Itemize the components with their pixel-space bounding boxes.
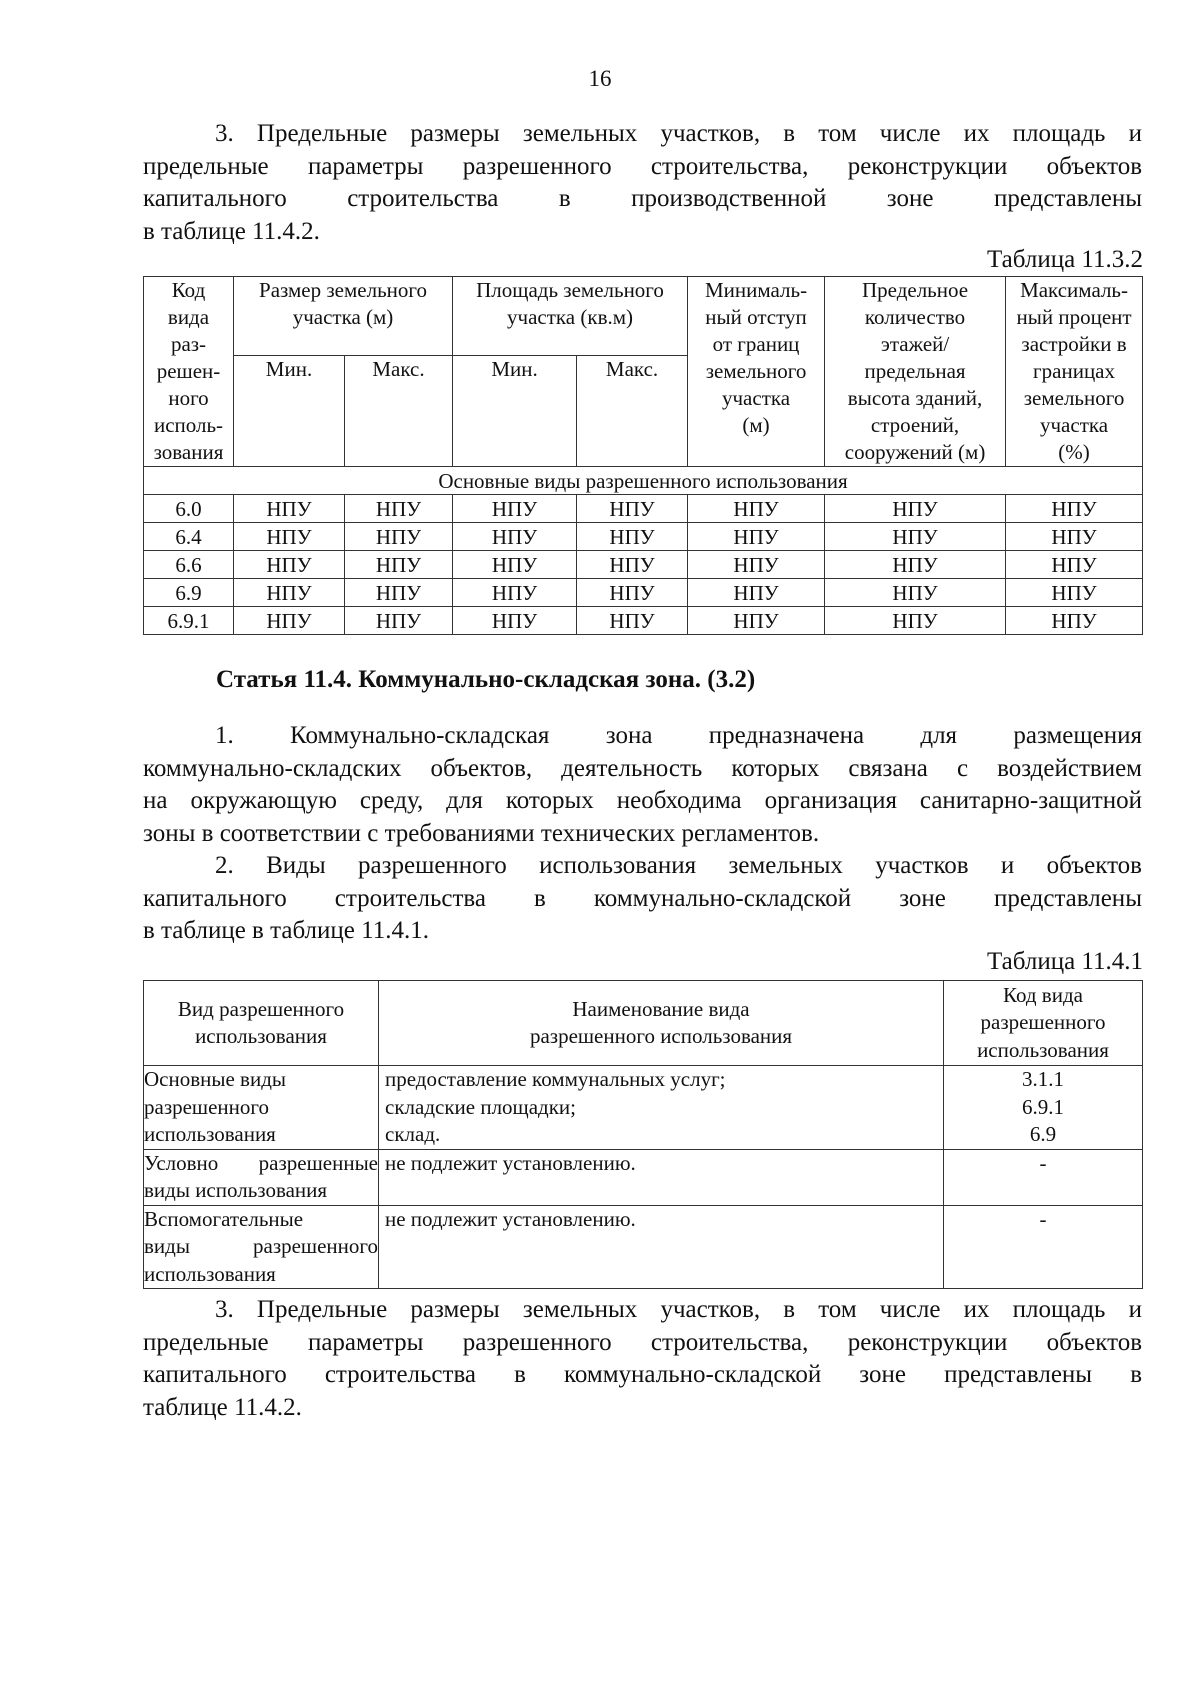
paragraph-line: в таблице 11.4.2.	[143, 217, 320, 245]
paragraph-3	[143, 1294, 1142, 1424]
header-code: Код вида раз- решен- ного исполь- зования	[144, 277, 234, 467]
table-row: 6.6 НПУ НПУ НПУ НПУ НПУ НПУ НПУ	[144, 551, 1143, 579]
table-permitted-uses	[143, 980, 1143, 1289]
header-plot-size: Размер земельного участка (м)	[234, 277, 453, 356]
paragraph-line: таблице 11.4.2.	[143, 1393, 302, 1421]
header-max-coverage: Максималь- ный процент застройки в границах земельного участка (%)	[1006, 277, 1143, 467]
table-row: 6.4 НПУ НПУ НПУ НПУ НПУ НПУ НПУ	[144, 523, 1143, 551]
table-row: 6.9.1 НПУ НПУ НПУ НПУ НПУ НПУ НПУ	[144, 607, 1143, 635]
section-label: Основные виды разрешенного использования	[144, 467, 1143, 495]
header-size-min: Мин.	[234, 356, 345, 467]
paragraph-line: капитального строительства в производственной зоне представлены	[143, 185, 1142, 212]
paragraph-line: 3. Предельные размеры земельных участков, в том числе их площадь и	[215, 120, 1142, 147]
header-min-setback: Минималь- ный отступ от границ земельного участка (м)	[688, 277, 825, 467]
header-plot-area: Площадь земельного участка (кв.м)	[453, 277, 688, 356]
paragraph-line: 2. Виды разрешенного использования земельных участков и объектов	[215, 852, 1142, 879]
paragraph-line: на окружающую среду, для которых необходима организация санитарно-защитной	[143, 787, 1142, 814]
paragraph-line: в таблице в таблице 11.4.1.	[143, 917, 429, 944]
header-use-type: Вид разрешенного использования	[144, 981, 379, 1066]
table-caption-11-3-2: Таблица 11.3.2	[987, 246, 1143, 273]
table-row: 6.9 НПУ НПУ НПУ НПУ НПУ НПУ НПУ	[144, 579, 1143, 607]
paragraph-line: предельные параметры разрешенного строительства, реконструкции объектов	[143, 1328, 1142, 1356]
table-caption-11-4-1: Таблица 11.4.1	[987, 948, 1143, 975]
paragraph-2	[143, 850, 1142, 948]
paragraph-line: 1. Коммунально-складская зона предназначена для размещения	[215, 722, 1142, 749]
paragraph-line: капитального строительства в коммунально-складской зоне представлены	[143, 884, 1142, 912]
header-use-code: Код вида разрешенного использования	[944, 981, 1143, 1066]
header-max-floors: Предельное количество этажей/ предельная высота зданий, строений, сооружений (м)	[825, 277, 1006, 467]
page-number: 16	[588, 66, 612, 91]
paragraph-1	[143, 720, 1142, 850]
paragraph-line: зоны в соответствии с требованиями технических регламентов.	[143, 819, 820, 847]
header-size-max: Макс.	[345, 356, 453, 467]
paragraph-top	[143, 118, 1142, 248]
table-row: Условно разрешенные виды использования не подлежит установлению. -	[144, 1149, 1143, 1205]
paragraph-line: предельные параметры разрешенного строительства, реконструкции объектов	[143, 152, 1142, 180]
header-area-min: Мин.	[453, 356, 577, 467]
table-row: 6.0 НПУ НПУ НПУ НПУ НПУ НПУ НПУ	[144, 495, 1143, 523]
table-row: Вспомогательные виды разрешенного использования не подлежит установлению. -	[144, 1205, 1143, 1289]
table-limits-production	[143, 276, 1143, 635]
header-area-max: Макс.	[577, 356, 688, 467]
paragraph-line: коммунально-складских объектов, деятельность которых связана с воздействием	[143, 754, 1142, 782]
table-row: Основные виды разрешенного использования предоставление коммунальных услуг; складские площадки; склад. 3.1.1 6.9.1 6.9	[144, 1066, 1143, 1150]
paragraph-line: капитального строительства в коммунально-складской зоне представлены в	[143, 1361, 1142, 1388]
paragraph-line: 3. Предельные размеры земельных участков, в том числе их площадь и	[215, 1296, 1142, 1323]
article-heading: Статья 11.4. Коммунально-складская зона. (3.2)	[216, 666, 756, 693]
header-use-name: Наименование вида разрешенного использования	[379, 981, 944, 1066]
